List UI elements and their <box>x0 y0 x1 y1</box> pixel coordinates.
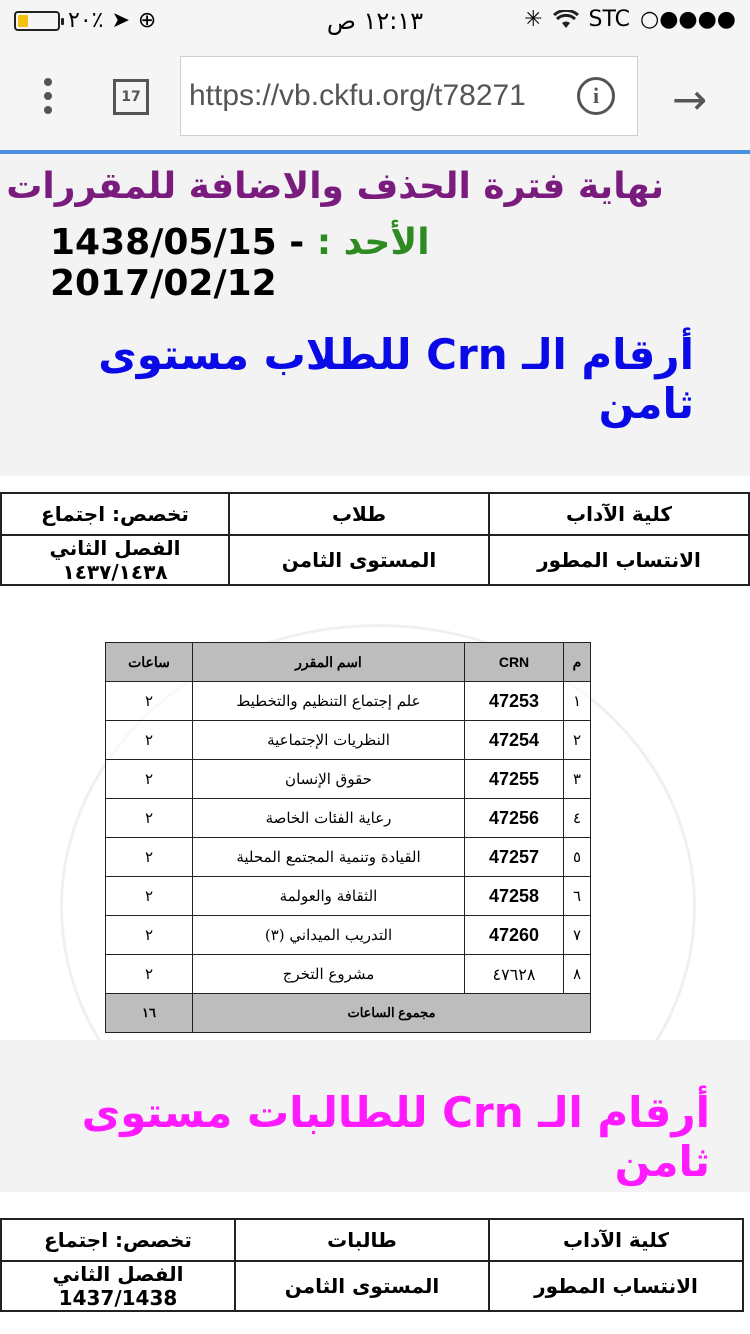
row-no: ٨ <box>564 955 591 994</box>
row-crn: 47253 <box>465 682 564 721</box>
table-row <box>106 799 591 838</box>
row-no: ١ <box>564 682 591 721</box>
course-table <box>105 642 591 1033</box>
female-info-table <box>0 1218 744 1312</box>
total-row <box>106 994 591 1033</box>
row-hours: ٢ <box>106 955 193 994</box>
carrier-name: STC <box>588 7 631 32</box>
date-day: الأحد <box>343 222 430 263</box>
major-cell: تخصص: اجتماع <box>1 493 229 535</box>
row-name: النظريات الإجتماعية <box>193 721 465 760</box>
row-hours: ٢ <box>106 916 193 955</box>
students-cell: طلاب <box>229 493 489 535</box>
signal-strength-icon: ○●●●● <box>640 7 736 32</box>
row-crn: ٤٧٦٢٨ <box>465 955 564 994</box>
table-row <box>106 877 591 916</box>
tab-switcher-button[interactable]: 17 <box>113 79 149 115</box>
row-crn: 47256 <box>465 799 564 838</box>
url-text[interactable]: https://vb.ckfu.org/t78271 <box>189 79 526 112</box>
level-cell: المستوى الثامن <box>229 535 489 585</box>
row-no: ٣ <box>564 760 591 799</box>
overflow-menu-icon[interactable] <box>38 78 58 118</box>
battery-percent: ٢٠٪ <box>68 8 104 33</box>
date-separator: : <box>304 222 344 263</box>
row-hours: ٢ <box>106 721 193 760</box>
date-line <box>50 222 660 304</box>
row-name: رعاية الفئات الخاصة <box>193 799 465 838</box>
total-hours: ١٦ <box>106 994 193 1033</box>
male-info-table <box>0 492 750 586</box>
table-row <box>106 760 591 799</box>
status-bar <box>0 0 750 42</box>
college-cell: كلية الآداب <box>489 493 749 535</box>
status-right <box>524 7 736 32</box>
total-label: مجموع الساعات <box>193 994 591 1033</box>
activity-spinner-icon: ✳ <box>524 7 543 32</box>
wifi-icon <box>553 10 579 30</box>
row-name: القيادة وتنمية المجتمع المحلية <box>193 838 465 877</box>
table-row <box>106 916 591 955</box>
course-table-header <box>106 643 591 682</box>
row-crn: 47254 <box>465 721 564 760</box>
page-headline: نهاية فترة الحذف والاضافة للمقررات <box>6 166 664 207</box>
row-name: علم إجتماع التنظيم والتخطيط <box>193 682 465 721</box>
course-table-wrapper <box>105 642 591 1033</box>
row-name: حقوق الإنسان <box>193 760 465 799</box>
male-section-title: أرقام الـ Crn للطلاب مستوى ثامن <box>98 330 694 428</box>
students-cell: طالبات <box>235 1219 489 1261</box>
rotation-lock-icon: ⊕ <box>137 8 157 33</box>
term-cell: الفصل الثاني 1437/1438 <box>1 1261 235 1311</box>
row-no: ٦ <box>564 877 591 916</box>
term-cell: الفصل الثاني ١٤٣٧/١٤٣٨ <box>1 535 229 585</box>
row-hours: ٢ <box>106 799 193 838</box>
forward-arrow-icon[interactable]: → <box>672 75 708 124</box>
date-value: 1438/05/15 - 2017/02/12 <box>50 222 305 304</box>
header-hours: ساعات <box>106 643 193 682</box>
row-name: الثقافة والعولمة <box>193 877 465 916</box>
college-cell: كلية الآداب <box>489 1219 743 1261</box>
location-arrow-icon: ➤ <box>111 8 130 33</box>
row-no: ٧ <box>564 916 591 955</box>
row-hours: ٢ <box>106 760 193 799</box>
table-row <box>106 721 591 760</box>
level-cell: المستوى الثامن <box>235 1261 489 1311</box>
header-crn: CRN <box>465 643 564 682</box>
page-content <box>0 154 750 1334</box>
header-no: م <box>564 643 591 682</box>
row-crn: 47258 <box>465 877 564 916</box>
row-hours: ٢ <box>106 682 193 721</box>
table-row <box>106 955 591 994</box>
row-no: ٤ <box>564 799 591 838</box>
table-row <box>106 682 591 721</box>
row-crn: 47260 <box>465 916 564 955</box>
browser-toolbar <box>0 42 750 150</box>
table-row <box>106 838 591 877</box>
row-no: ٢ <box>564 721 591 760</box>
row-crn: 47255 <box>465 760 564 799</box>
header-name: اسم المقرر <box>193 643 465 682</box>
row-no: ٥ <box>564 838 591 877</box>
row-name: التدريب الميداني (٣) <box>193 916 465 955</box>
row-hours: ٢ <box>106 838 193 877</box>
row-hours: ٢ <box>106 877 193 916</box>
mode-cell: الانتساب المطور <box>489 535 749 585</box>
status-time: ١٢:١٣ ص <box>326 7 424 35</box>
row-crn: 47257 <box>465 838 564 877</box>
info-icon[interactable]: i <box>577 77 615 115</box>
female-section-title: أرقام الـ Crn للطالبات مستوى ثامن <box>81 1088 710 1186</box>
mode-cell: الانتساب المطور <box>489 1261 743 1311</box>
address-bar[interactable] <box>180 56 638 136</box>
row-name: مشروع التخرج <box>193 955 465 994</box>
major-cell: تخصص: اجتماع <box>1 1219 235 1261</box>
